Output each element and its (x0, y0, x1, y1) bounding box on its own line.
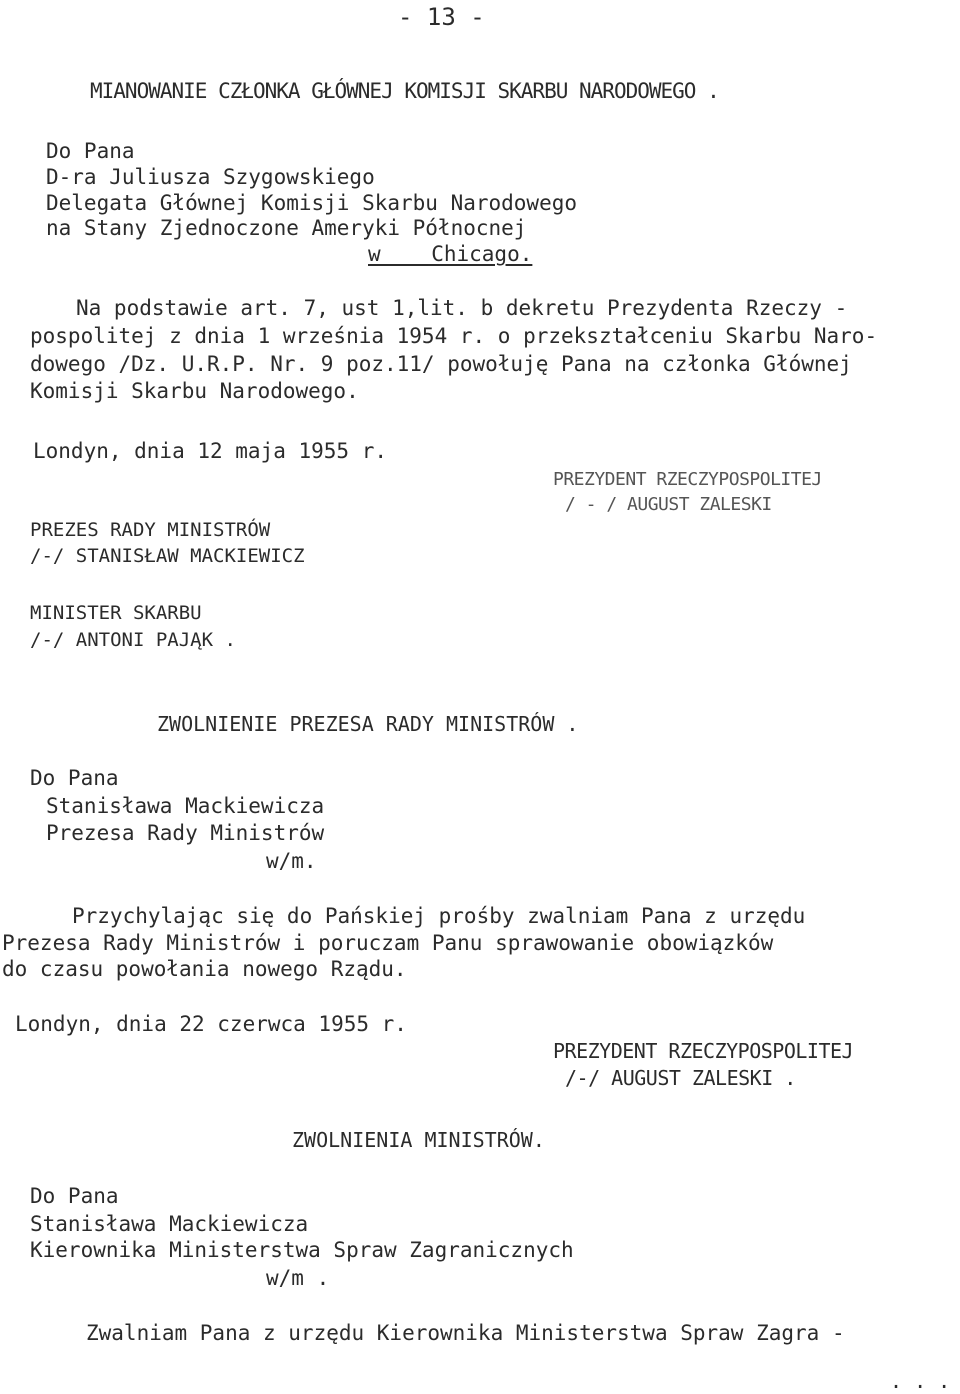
address-line: Kierownika Ministerstwa Spraw Zagranicznych (30, 1238, 574, 1262)
address-line: Do Pana (30, 1184, 119, 1208)
section-heading: MIANOWANIE CZŁONKA GŁÓWNEJ KOMISJI SKARBU NARODOWEGO . (90, 79, 719, 103)
signature-title: PREZYDENT RZECZYPOSPOLITEJ (553, 469, 822, 490)
signature-title: MINISTER SKARBU (30, 602, 202, 624)
section-heading: ZWOLNIENIE PREZESA RADY MINISTRÓW . (157, 712, 579, 736)
address-line: w/m. (266, 849, 317, 873)
address-line: na Stany Zjednoczone Ameryki Północnej (46, 216, 527, 240)
signature-title: PREZES RADY MINISTRÓW (30, 519, 271, 541)
continuation-dots: . . . (890, 1369, 951, 1393)
address-line: Stanisława Mackiewicza (46, 794, 325, 818)
address-line: Prezesa Rady Ministrów (46, 821, 325, 845)
signature-name: /-/ STANISŁAW MACKIEWICZ (30, 545, 305, 567)
address-line: Delegata Głównej Komisji Skarbu Narodowego (46, 191, 578, 215)
date-line: Londyn, dnia 12 maja 1955 r. (33, 439, 388, 463)
signature-name: / - / AUGUST ZALESKI (565, 494, 772, 515)
body-line: Zwalniam Pana z urzędu Kierownika Ministerstwa Spraw Zagra - (86, 1321, 845, 1345)
body-line: Prezesa Rady Ministrów i poruczam Panu sprawowanie obowiązków (2, 931, 774, 955)
address-line: D-ra Juliusza Szygowskiego (46, 165, 375, 189)
signature-title: PREZYDENT RZECZYPOSPOLITEJ (553, 1039, 854, 1063)
address-line: w Chicago. (368, 242, 533, 266)
body-line: dowego /Dz. U.R.P. Nr. 9 poz.11/ powołuję Pana na członka Głównej (30, 352, 852, 376)
address-line: Stanisława Mackiewicza (30, 1212, 309, 1236)
signature-name: /-/ AUGUST ZALESKI . (565, 1066, 796, 1090)
body-line: Przychylając się do Pańskiej prośby zwalniam Pana z urzędu (72, 904, 806, 928)
address-line: Do Pana (30, 766, 119, 790)
body-line: Komisji Skarbu Narodowego. (30, 379, 359, 403)
section-heading: ZWOLNIENIA MINISTRÓW. (292, 1128, 545, 1152)
page-number: - 13 - (398, 3, 485, 31)
body-line: Na podstawie art. 7, ust 1,lit. b dekretu Prezydenta Rzeczy - (76, 296, 848, 320)
date-line: Londyn, dnia 22 czerwca 1955 r. (15, 1012, 407, 1036)
body-line: do czasu powołania nowego Rządu. (2, 957, 407, 981)
body-line: pospolitej z dnia 1 września 1954 r. o przekształceniu Skarbu Naro- (30, 324, 878, 348)
signature-name: /-/ ANTONI PAJĄK . (30, 629, 236, 651)
address-line: w/m . (266, 1266, 330, 1290)
address-line: Do Pana (46, 139, 135, 163)
